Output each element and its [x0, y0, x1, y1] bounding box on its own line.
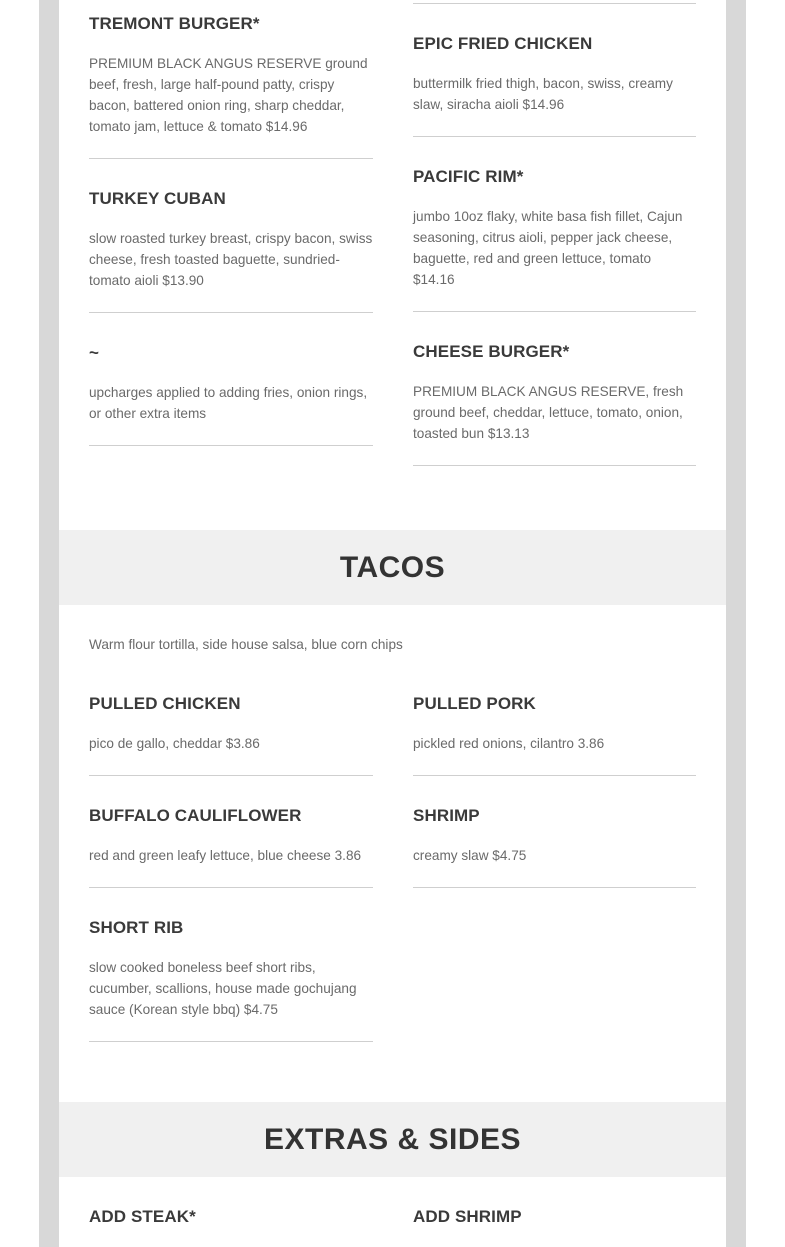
- divider: [413, 465, 696, 466]
- menu-item-pacific-rim: [413, 167, 696, 187]
- menu-item-shrimp: [413, 806, 696, 826]
- menu-item-title: SHRIMP: [413, 806, 480, 825]
- menu-item-desc-pulled-pork: [413, 733, 696, 754]
- menu-item-short-rib: [89, 918, 373, 938]
- menu-item-buffalo-cauliflower: [89, 806, 373, 826]
- menu-item-title: SHORT RIB: [89, 918, 184, 937]
- divider: [89, 312, 373, 313]
- menu-item-description: upcharges applied to adding fries, onion rings, or other extra items: [89, 385, 368, 421]
- section-intro-text: Warm flour tortilla, side house salsa, blue corn chips: [89, 637, 403, 652]
- divider: [413, 136, 696, 137]
- menu-card: [59, 0, 726, 1247]
- menu-item-description: buttermilk fried thigh, bacon, swiss, creamy slaw, siracha aioli $14.96: [413, 76, 673, 112]
- menu-item-title: ADD STEAK*: [89, 1207, 196, 1226]
- menu-item-upcharge-note: [89, 343, 373, 363]
- section-header-tacos: [59, 530, 726, 605]
- divider: [89, 1041, 373, 1042]
- menu-item-description: pickled red onions, cilantro 3.86: [413, 736, 605, 751]
- divider: [89, 158, 373, 159]
- menu-item-title: PACIFIC RIM*: [413, 167, 524, 186]
- menu-item-description: PREMIUM BLACK ANGUS RESERVE ground beef, fresh, large half-pound patty, crispy bacon, battered onion ring, sharp cheddar, tomato jam, lettuce & tomato $14.96: [89, 56, 368, 134]
- menu-item-desc-cheese-burger: [413, 381, 696, 444]
- menu-item-cheese-burger: [413, 342, 696, 362]
- menu-item-desc-pacific-rim: [413, 206, 696, 290]
- menu-item-desc-pulled-chicken: [89, 733, 373, 754]
- menu-item-title: TREMONT BURGER*: [89, 14, 260, 33]
- menu-item-add-shrimp: [413, 1207, 696, 1227]
- menu-item-description: slow roasted turkey breast, crispy bacon, swiss cheese, fresh toasted baguette, sundried-tomato aioli $13.90: [89, 231, 373, 288]
- menu-item-title: TURKEY CUBAN: [89, 189, 226, 208]
- section-title: EXTRAS & SIDES: [263, 1123, 522, 1156]
- menu-item-desc-short-rib: [89, 957, 373, 1020]
- menu-item-desc-shrimp: [413, 845, 696, 866]
- menu-item-pulled-pork: [413, 694, 696, 714]
- tacos-intro: [89, 634, 696, 655]
- menu-item-desc-tremont-burger: [89, 53, 373, 137]
- divider: [413, 775, 696, 776]
- menu-item-description: jumbo 10oz flaky, white basa fish fillet, Cajun seasoning, citrus aioli, pepper jack cheese, baguette, red and green lettuce, tomato $14.16: [413, 209, 683, 287]
- menu-item-epic-fried-chicken: [413, 34, 696, 54]
- menu-item-turkey-cuban: [89, 189, 373, 209]
- menu-item-desc-buffalo-cauliflower: [89, 845, 373, 866]
- menu-item-title: ADD SHRIMP: [413, 1207, 522, 1226]
- menu-item-description: PREMIUM BLACK ANGUS RESERVE, fresh ground beef, cheddar, lettuce, tomato, onion, toasted bun $13.13: [413, 384, 684, 441]
- menu-item-desc-upcharge-note: [89, 382, 373, 424]
- menu-item-title: ~: [89, 343, 100, 362]
- menu-item-add-steak: [89, 1207, 373, 1227]
- divider: [89, 445, 373, 446]
- menu-item-desc-turkey-cuban: [89, 228, 373, 291]
- section-title: TACOS: [339, 551, 446, 584]
- menu-item-description: slow cooked boneless beef short ribs, cucumber, scallions, house made gochujang sauce (Korean style bbq) $4.75: [89, 960, 357, 1017]
- menu-item-description: red and green leafy lettuce, blue cheese 3.86: [89, 848, 362, 863]
- menu-item-title: BUFFALO CAULIFLOWER: [89, 806, 302, 825]
- menu-item-title: PULLED CHICKEN: [89, 694, 241, 713]
- divider: [413, 311, 696, 312]
- menu-item-tremont-burger: [89, 14, 373, 34]
- section-header-extras: [59, 1102, 726, 1177]
- menu-item-desc-epic-fried-chicken: [413, 73, 696, 115]
- menu-item-title: CHEESE BURGER*: [413, 342, 570, 361]
- menu-item-description: pico de gallo, cheddar $3.86: [89, 736, 260, 751]
- divider: [413, 887, 696, 888]
- menu-item-pulled-chicken: [89, 694, 373, 714]
- divider: [413, 3, 696, 4]
- divider: [89, 887, 373, 888]
- menu-item-title: PULLED PORK: [413, 694, 536, 713]
- divider: [89, 775, 373, 776]
- menu-item-title: EPIC FRIED CHICKEN: [413, 34, 593, 53]
- menu-item-description: creamy slaw $4.75: [413, 848, 527, 863]
